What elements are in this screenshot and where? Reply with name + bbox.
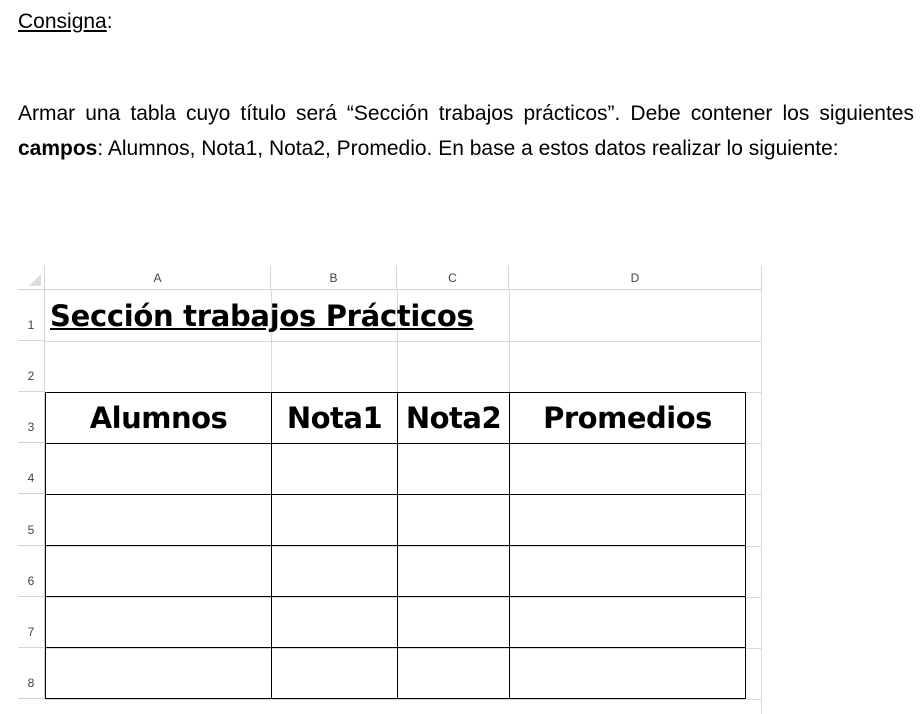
table-cell[interactable] — [510, 597, 746, 648]
table-cell[interactable] — [398, 648, 510, 699]
paragraph-bold-term: campos — [18, 137, 98, 160]
table-header-row — [46, 393, 746, 444]
row-header-6[interactable] — [18, 546, 45, 597]
heading-text: Consigna — [18, 10, 107, 33]
instruction-paragraph — [18, 96, 914, 166]
select-all-corner[interactable] — [18, 266, 45, 290]
row-number: 5 — [27, 523, 35, 537]
table-cell[interactable] — [510, 495, 746, 546]
spreadsheet — [18, 266, 762, 714]
table-row — [46, 546, 746, 597]
table-cell[interactable] — [272, 444, 398, 495]
row-number: 2 — [27, 369, 35, 383]
table-row — [46, 495, 746, 546]
table-cell[interactable] — [398, 546, 510, 597]
header-cell-alumnos[interactable]: Alumnos — [46, 393, 272, 444]
row-number: 4 — [27, 471, 35, 485]
table-cell[interactable] — [272, 597, 398, 648]
gridline — [45, 341, 762, 342]
data-table — [45, 392, 746, 699]
paragraph-text-2: : Alumnos, Nota1, Nota2, Promedio. En base a estos datos realizar lo siguiente: — [97, 137, 839, 160]
row-header-3[interactable] — [18, 392, 45, 443]
table-cell[interactable] — [46, 495, 272, 546]
row-number: 6 — [27, 574, 35, 588]
table-row — [46, 444, 746, 495]
gridline — [761, 290, 762, 714]
table-cell[interactable] — [272, 648, 398, 699]
table-cell[interactable] — [46, 648, 272, 699]
table-cell[interactable] — [272, 546, 398, 597]
table-row — [46, 597, 746, 648]
table-cell[interactable] — [46, 444, 272, 495]
row-header-5[interactable] — [18, 494, 45, 546]
row-number: 7 — [27, 625, 35, 639]
table-cell[interactable] — [272, 495, 398, 546]
row-number: 3 — [27, 420, 35, 434]
table-cell[interactable] — [510, 444, 746, 495]
table-cell[interactable] — [398, 495, 510, 546]
column-header-c[interactable]: C — [397, 266, 509, 290]
paragraph-text-1: Armar una tabla cuyo título será “Sección trabajos prácticos”. Debe contener los siguientes — [18, 102, 914, 125]
row-header-2[interactable] — [18, 341, 45, 392]
row-header-1[interactable] — [18, 290, 45, 341]
row-header-7[interactable] — [18, 597, 45, 648]
row-number: 1 — [27, 318, 35, 332]
table-cell[interactable] — [510, 546, 746, 597]
header-cell-promedios[interactable]: Promedios — [510, 393, 746, 444]
table-cell[interactable] — [398, 444, 510, 495]
table-cell[interactable] — [398, 597, 510, 648]
table-row — [46, 648, 746, 699]
column-header-b[interactable]: B — [271, 266, 397, 290]
heading-colon: : — [106, 10, 113, 33]
gridline — [45, 699, 762, 700]
select-all-triangle-icon — [29, 274, 41, 286]
table-cell[interactable] — [510, 648, 746, 699]
header-cell-nota1[interactable]: Nota1 — [272, 393, 398, 444]
row-header-4[interactable] — [18, 443, 45, 494]
column-header-a[interactable]: A — [45, 266, 271, 290]
table-cell[interactable] — [46, 597, 272, 648]
row-number: 8 — [27, 676, 35, 690]
table-cell[interactable] — [46, 546, 272, 597]
header-cell-nota2[interactable]: Nota2 — [398, 393, 510, 444]
column-header-d[interactable]: D — [509, 266, 762, 290]
instruction-heading — [18, 8, 113, 36]
sheet-title-cell-a1[interactable]: Sección trabajos Prácticos — [50, 299, 474, 333]
row-header-8[interactable] — [18, 648, 45, 699]
